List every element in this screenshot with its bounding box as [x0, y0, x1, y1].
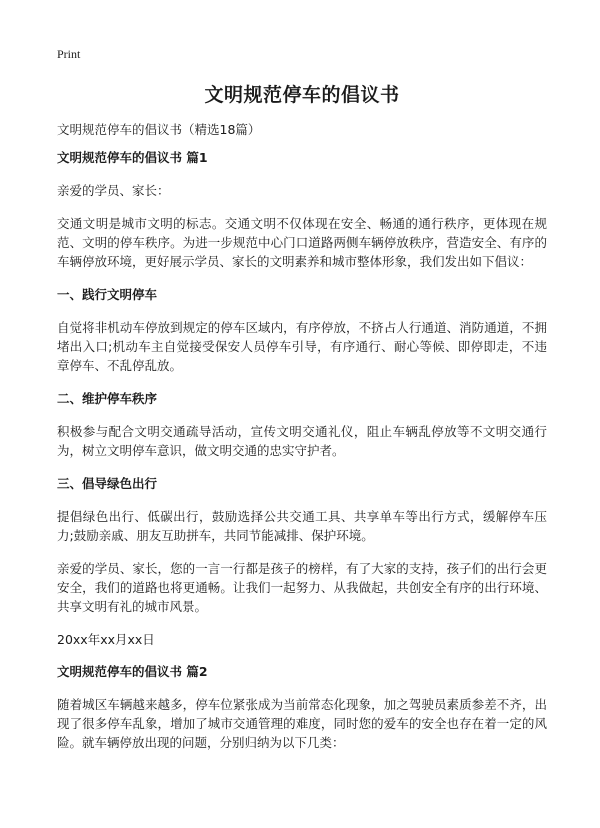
document-subtitle: 文明规范停车的倡议书（精选18篇）: [57, 122, 261, 137]
point-paragraph-1: 自觉将非机动车停放到规定的停车区域内，有序停放，不挤占人行通道、消防通道，不拥堵出入口;机动车主自觉接受保安人员停车引导，有序通行、耐心等候、即停即走，不违章停车、不乱停乱放。: [57, 320, 547, 373]
section2-paragraph-1: 随着城区车辆越来越多，停车位紧张成为当前常态化现象，加之驾驶员素质参差不齐，出现了很多停车乱象，增加了城市交通管理的难度，同时您的爱车的安全也存在着一定的风险。就车辆停放出现的问题，分别归纳为以下几类：: [57, 697, 547, 750]
print-label: Print: [57, 47, 81, 61]
document-content: [57, 148, 547, 766]
date-line: 20xx年xx月xx日: [57, 632, 155, 647]
closing-paragraph: 亲爱的学员、家长，您的一言一行都是孩子的榜样，有了大家的支持，孩子们的出行会更安全，我们的道路也将更通畅。让我们一起努力、从我做起，共创安全有序的出行环境、共享文明有礼的城市风景。: [57, 561, 547, 614]
point-paragraph-2: 积极参与配合文明交通疏导活动，宣传文明交通礼仪，阻止车辆乱停放等不文明交通行为，树立文明停车意识，做文明交通的忠实守护者。: [57, 424, 547, 458]
section-heading-1: 文明规范停车的倡议书 篇1: [57, 150, 208, 165]
intro-paragraph: 交通文明是城市文明的标志。交通文明不仅体现在安全、畅通的通行秩序，更体现在规范、文明的停车秩序。为进一步规范中心门口道路两侧车辆停放秩序，营造安全、有序的车辆停放环境，更好展示学员、家长的文明素养和城市整体形象，我们发出如下倡议：: [57, 216, 547, 269]
point-heading-2: 二、维护停车秩序: [57, 391, 158, 406]
point-paragraph-3: 提倡绿色出行、低碳出行，鼓励选择公共交通工具、共享单车等出行方式，缓解停车压力;鼓励亲戚、朋友互助拼车，共同节能减排、保护环境。: [57, 509, 547, 543]
salutation: 亲爱的学员、家长：: [57, 183, 170, 198]
document-title: 文明规范停车的倡议书: [204, 84, 400, 106]
section-heading-2: 文明规范停车的倡议书 篇2: [57, 664, 208, 679]
point-heading-3: 三、倡导绿色出行: [57, 476, 158, 491]
point-heading-1: 一、践行文明停车: [57, 287, 158, 302]
